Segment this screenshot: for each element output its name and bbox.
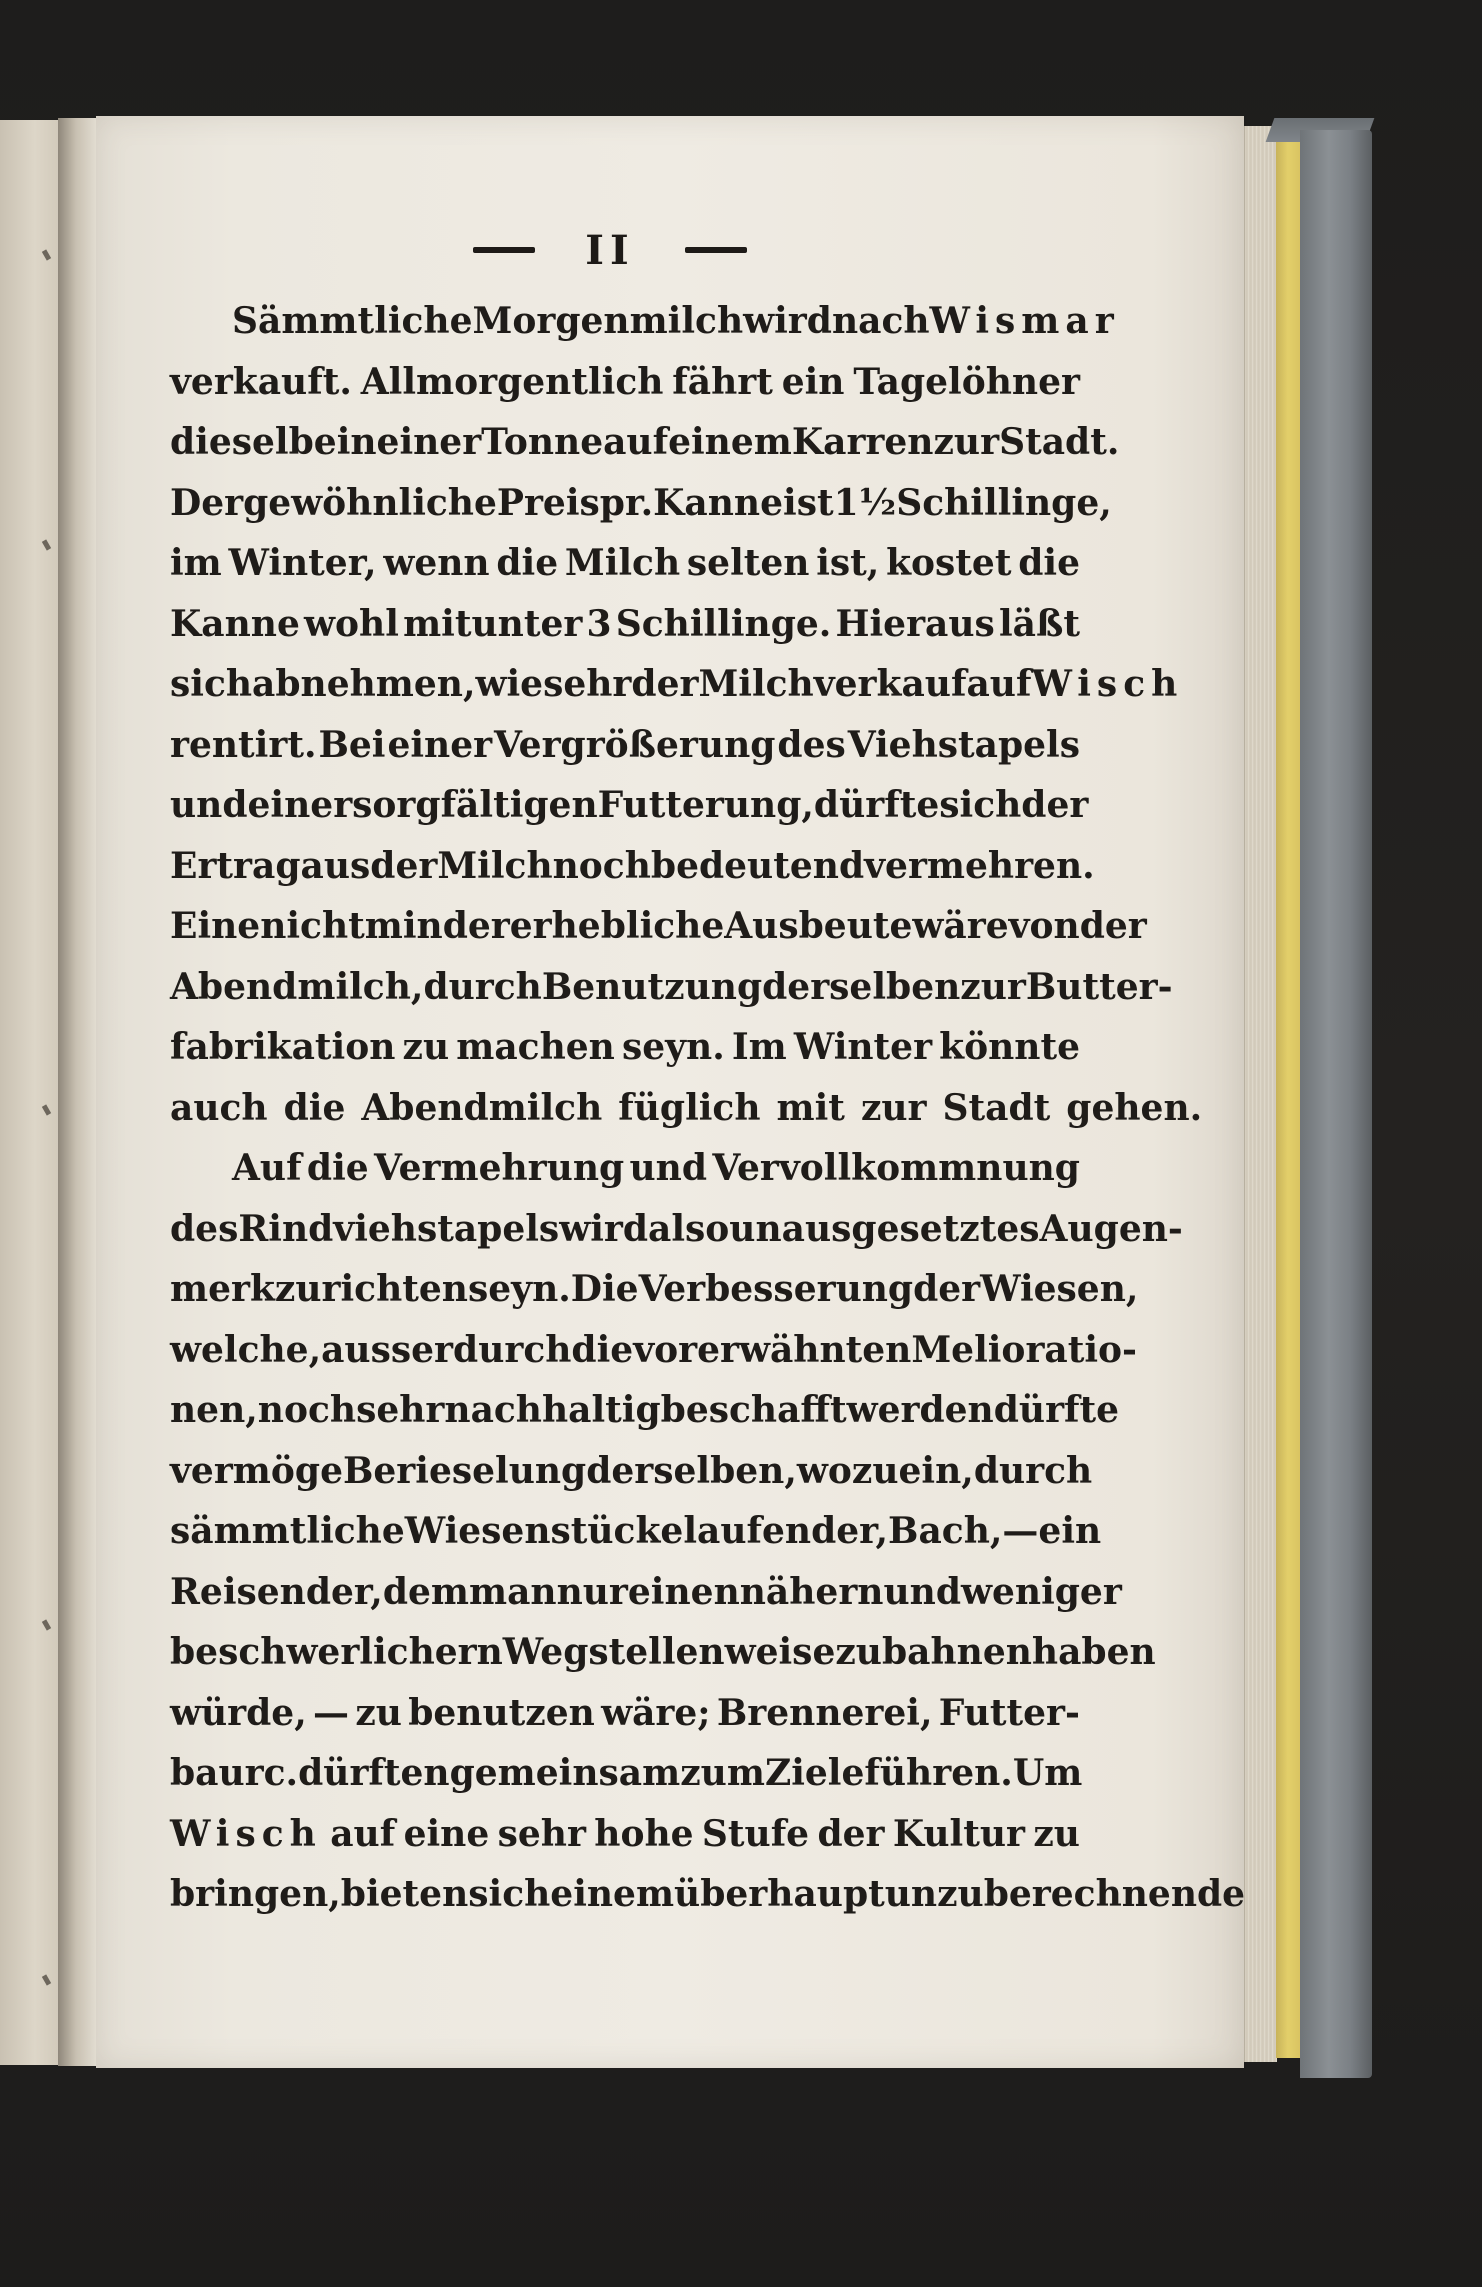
word: und (883, 1570, 961, 1613)
word: Vermehrung (374, 1147, 625, 1189)
word: bieten (340, 1873, 469, 1915)
word: Ausbeute (724, 905, 913, 947)
word: Wiesenstücke (404, 1510, 684, 1552)
word: auf (966, 663, 1032, 705)
word: Die (570, 1268, 639, 1310)
word: Schillinge, (896, 481, 1112, 524)
text-line (170, 784, 1089, 845)
word: Tonne (481, 421, 604, 463)
word: haben (1031, 1631, 1156, 1673)
word: die (571, 1328, 634, 1371)
word: derselben (762, 965, 961, 1008)
word: Allmorgentlich (360, 360, 664, 403)
word: weniger (961, 1570, 1122, 1613)
word: überhaupt (674, 1873, 885, 1915)
word: zur (933, 421, 1000, 463)
word: einer (247, 784, 353, 826)
word: würde, (170, 1691, 307, 1734)
word: Um (1012, 1752, 1083, 1794)
word: ein (781, 360, 845, 403)
word: Eine (170, 905, 261, 947)
text-line (170, 1449, 1093, 1511)
word: auf (603, 421, 669, 463)
left-page-edge (0, 120, 60, 2065)
word: Vergrößerung (494, 723, 776, 766)
word: der (817, 1812, 885, 1855)
word: Butter- (1025, 965, 1173, 1008)
word: fabrikation (170, 1026, 396, 1068)
word: bringen, (170, 1873, 341, 1915)
word: wie (475, 663, 544, 705)
word: nachhaltig (444, 1389, 661, 1431)
word: benutzen (408, 1691, 595, 1734)
text-line (170, 300, 1120, 361)
word: verkauft. (170, 360, 352, 403)
word: einem (668, 421, 792, 463)
word: mit (776, 1086, 845, 1129)
word: zu (355, 1691, 402, 1734)
word: Kanne (170, 602, 300, 645)
word: Reisender, (170, 1570, 383, 1613)
word: vermehren. (864, 844, 1095, 887)
word: von (1008, 905, 1080, 947)
word: beschafft (660, 1389, 847, 1431)
word: wird (743, 300, 832, 342)
word: nähern (739, 1570, 884, 1613)
word: Wisch (170, 1812, 322, 1855)
word: wäre; (601, 1691, 711, 1734)
text-line (170, 1631, 1156, 1692)
word: und (629, 1147, 708, 1189)
word: rentirt. (170, 723, 317, 766)
word: stellenweise (588, 1631, 836, 1673)
word: des (777, 723, 846, 766)
text-line (170, 542, 1080, 603)
word: hohe (594, 1812, 694, 1855)
word: füglich (618, 1086, 761, 1129)
word: wozu (796, 1449, 899, 1492)
word: Berieselung (342, 1449, 587, 1492)
word: der (631, 663, 699, 705)
word: Karren (791, 421, 934, 463)
word: abnehmen, (252, 663, 476, 705)
word: wäre (912, 905, 1009, 947)
text-line (170, 1510, 1102, 1571)
word: sehr (356, 1389, 445, 1431)
word: unausgesetztes (729, 1207, 1040, 1250)
word: seyn. (467, 1268, 571, 1310)
word: ist, (816, 542, 880, 584)
word: wird (559, 1207, 649, 1250)
word: 3 (586, 602, 612, 645)
word: wohl (304, 602, 399, 645)
word: ein, (898, 1449, 974, 1492)
word: der (913, 1268, 981, 1310)
word: Wisch (1031, 663, 1184, 705)
word: Schillinge. (615, 602, 832, 645)
word: erhebliche (509, 905, 725, 947)
text-line (170, 481, 1112, 543)
word: Winter (793, 1026, 933, 1068)
word: ausser (321, 1328, 454, 1371)
word: Kultur (892, 1812, 1025, 1855)
word: zum (680, 1752, 765, 1794)
word: dem (382, 1570, 469, 1613)
word: rc. (244, 1752, 299, 1794)
word: die (306, 1147, 369, 1189)
word: pr. (599, 481, 654, 524)
word: Stadt. (999, 421, 1120, 463)
text-line (170, 844, 1095, 906)
word: bedeutend (650, 844, 865, 887)
word: aus (300, 844, 371, 887)
word: gehen. (1066, 1086, 1203, 1129)
word: einer (387, 723, 493, 766)
word: einem (550, 1873, 675, 1915)
word: Morgenmilch (472, 300, 744, 342)
word: zu (402, 1026, 450, 1068)
word: Ertrag (170, 844, 301, 887)
word: nach (831, 300, 930, 342)
word: derselben, (586, 1449, 797, 1492)
word: dürfte (813, 784, 940, 826)
word: bau (170, 1752, 245, 1794)
word: Preis (496, 481, 600, 524)
word: Milch (437, 844, 553, 887)
word: werden (846, 1389, 994, 1431)
word: machen (456, 1026, 615, 1068)
word: seyn. (621, 1026, 725, 1068)
word: Ziele (764, 1752, 865, 1794)
word: sich (939, 784, 1022, 826)
text-line (170, 1207, 1183, 1269)
word: Stadt (942, 1086, 1051, 1129)
text-line (170, 1147, 1080, 1208)
word: zu (835, 1631, 882, 1673)
word: ist (783, 481, 834, 524)
word: zu (1033, 1812, 1080, 1855)
word: Milch (564, 542, 681, 584)
text-line (170, 1813, 1080, 1874)
word: durch (453, 1328, 572, 1371)
word: Augen- (1039, 1207, 1183, 1250)
word: die (1018, 542, 1080, 584)
word: zur (960, 965, 1026, 1008)
word: Futterung, (597, 784, 814, 826)
word: Abendmilch, (170, 965, 424, 1008)
word: dürfte (993, 1389, 1120, 1431)
word: Der (170, 481, 244, 524)
word: laufender, (683, 1510, 889, 1552)
word: der (370, 844, 438, 887)
word: in (336, 421, 377, 463)
word: Viehstapels (847, 723, 1080, 766)
word: richten (321, 1268, 468, 1310)
word: und (170, 784, 248, 826)
page-block-edges (1244, 126, 1277, 2062)
text-line (170, 1086, 1203, 1148)
word: Bei (318, 723, 386, 766)
word: Bach, (888, 1510, 1003, 1552)
text-line (170, 663, 1184, 724)
word: bahnen (881, 1631, 1032, 1673)
word: Winter, (228, 542, 377, 584)
word: auch (170, 1086, 268, 1129)
word: Milchverkauf (698, 663, 967, 705)
header-dash-left (473, 247, 535, 253)
word: der (1079, 905, 1147, 947)
word: unzuberechnende (884, 1873, 1246, 1915)
word: Tagelöhner (853, 360, 1080, 403)
word: einer (376, 421, 482, 463)
text-line (170, 1389, 1120, 1450)
word: Auf (232, 1147, 302, 1189)
word: fährt (672, 360, 773, 403)
word: dürften (298, 1752, 450, 1794)
word: merk (170, 1268, 275, 1310)
word: eine (403, 1812, 490, 1855)
word: Abendmilch (361, 1086, 603, 1129)
book-cover (1300, 130, 1372, 2078)
word: Benutzung (541, 965, 763, 1008)
word: minder (364, 905, 510, 947)
word: des (170, 1207, 239, 1250)
header-dash-right (685, 247, 747, 253)
word: gemeinsam (449, 1752, 681, 1794)
word: Futter- (938, 1691, 1080, 1734)
word: sehr (543, 663, 632, 705)
word: mitunter (403, 602, 583, 645)
text-line (170, 1570, 1122, 1632)
word: selten (686, 542, 810, 584)
word: Brennerei, (716, 1691, 933, 1734)
word: sich (170, 663, 253, 705)
word: im (170, 542, 222, 584)
word: Rindviehstapels (238, 1207, 560, 1250)
word: durch (973, 1449, 1093, 1492)
word: die (283, 1086, 346, 1129)
text-line (170, 361, 1080, 422)
word: Vervollkommnung (712, 1147, 1080, 1189)
word: zur (860, 1086, 927, 1129)
word: dieselbe (170, 421, 337, 463)
word: wenn (383, 542, 490, 584)
text-line (170, 965, 1173, 1027)
word: Im (731, 1026, 787, 1068)
word: gewöhnliche (243, 481, 497, 524)
word: der (1021, 784, 1089, 826)
word: nen, (170, 1389, 258, 1431)
word: beschwerlichern (170, 1631, 503, 1673)
text-line (170, 1026, 1080, 1087)
word: Melioratio- (911, 1328, 1137, 1371)
word: zu (274, 1268, 322, 1310)
word: — (1002, 1510, 1039, 1552)
word: auf (330, 1812, 396, 1855)
text-line (170, 1873, 1246, 1934)
text-line (170, 905, 1147, 966)
word: noch (552, 844, 651, 887)
word: durch (423, 965, 542, 1008)
word: die (496, 542, 559, 584)
word: ein (1038, 1510, 1102, 1552)
word: einen (627, 1570, 740, 1613)
word: sich (468, 1873, 551, 1915)
word: Wiesen, (980, 1268, 1139, 1310)
word: also (648, 1207, 730, 1250)
word: führen. (864, 1752, 1013, 1794)
page-number: II (585, 226, 635, 274)
text-line (170, 421, 1120, 482)
book-gutter (58, 118, 98, 2066)
word: Verbesserung (638, 1268, 914, 1310)
body-text (170, 300, 1246, 1934)
word: Sämmtliche (232, 300, 473, 342)
word: Hieraus (835, 602, 995, 645)
text-line (170, 1328, 1137, 1390)
word: Wismar (929, 300, 1120, 342)
word: Kanne (653, 481, 784, 524)
word: 1½ (833, 481, 897, 524)
word: kostet (886, 542, 1012, 584)
text-line (170, 1268, 1139, 1329)
word: vorerwähnten (633, 1328, 912, 1371)
word: — (313, 1691, 350, 1734)
word: sehr (497, 1812, 586, 1855)
word: vermöge (170, 1449, 343, 1492)
text-line (170, 603, 1080, 664)
text-line (170, 1752, 1083, 1813)
word: läßt (998, 602, 1080, 645)
word: nicht (260, 905, 365, 947)
word: noch (257, 1389, 357, 1431)
text-line (170, 724, 1080, 785)
word: Stufe (701, 1812, 810, 1855)
word: sorgfältigen (352, 784, 598, 826)
word: nur (556, 1570, 628, 1613)
word: könnte (939, 1026, 1080, 1068)
word: sämmtliche (170, 1510, 405, 1552)
running-header (440, 220, 780, 280)
text-line (170, 1692, 1080, 1753)
word: man (468, 1570, 557, 1613)
word: Weg (502, 1631, 589, 1673)
word: welche, (170, 1328, 322, 1371)
